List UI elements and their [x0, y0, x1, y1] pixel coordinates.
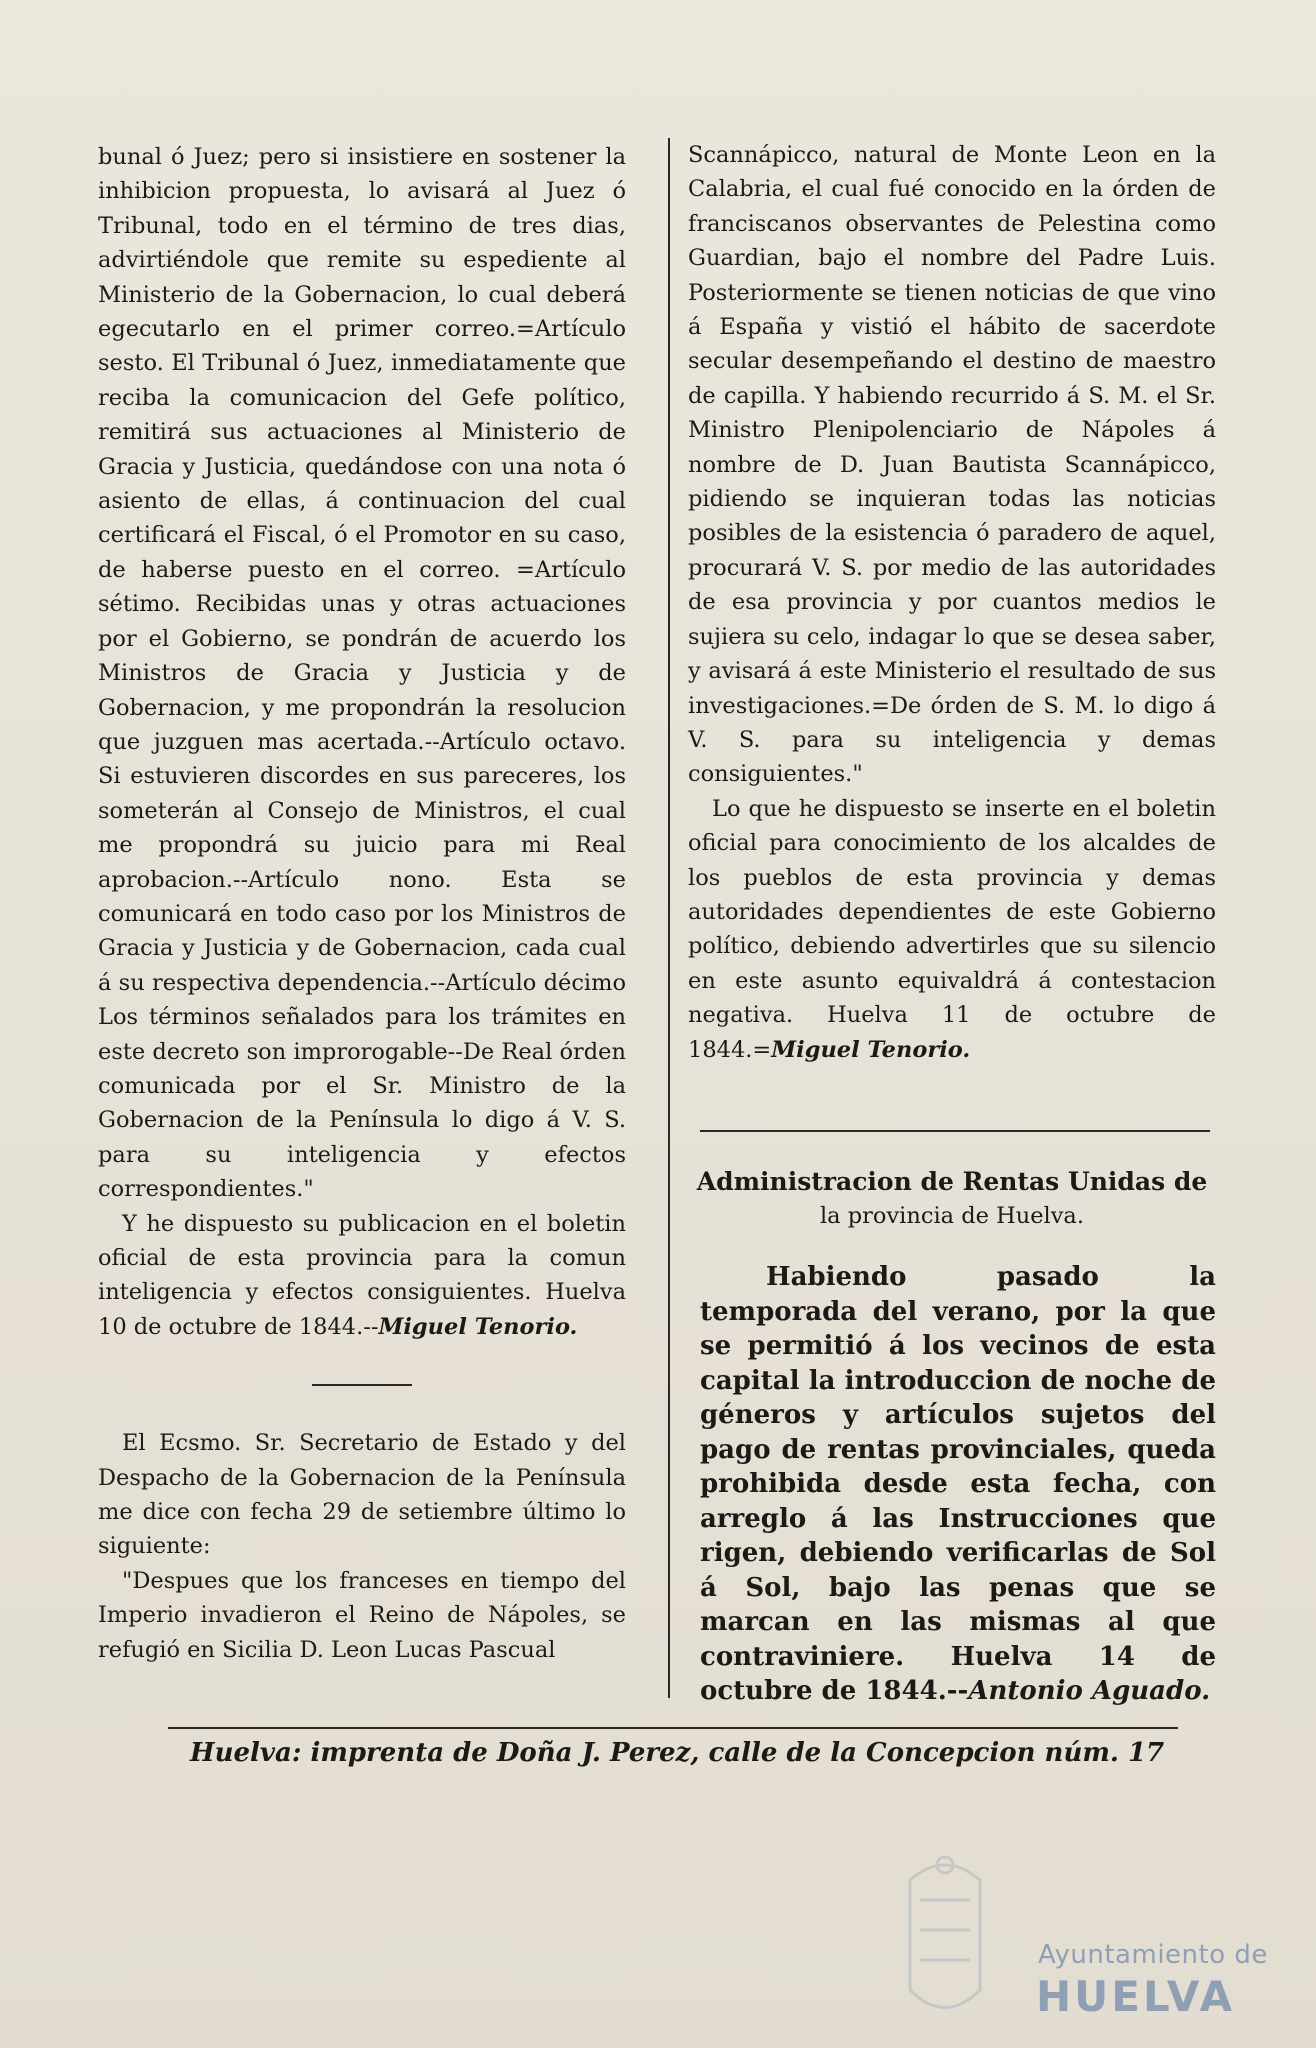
left-paragraph-despues: "Despues que los franceses en tiempo del Imperio invadieron el Reino de Nápoles, se refugió en Sicilia D. Leon Lucas Pascual	[98, 1567, 626, 1663]
right-section-divider	[700, 1130, 1210, 1132]
footer-imprint: Huelva: imprenta de Doña J. Perez, calle de la Concepcion núm. 17	[190, 1738, 1165, 1768]
admin-subheading: la provincia de Huelva.	[819, 1203, 1084, 1229]
right-paragraph-scannapicco: Scannápicco, natural de Monte Leon en la Calabria, el cual fué conocido en la órden de franciscanos observantes de Pelestina como Guardian, bajo el nombre del Padre Luis. Posteriormente se tienen noticias de que vino á España y vistió el hábito de sacerdote secular desempeñando el destino de maestro de capilla. Y habiendo recurrido á S. M. el Sr. Ministro Plenipolenciario de Nápoles á nombre de D. Juan Bautista Scannápicco, pidiendo se inquieran todas las noticias posibles de la esistencia ó paradero de aquel, procurará V. S. por medio de las autoridades de esa provincia y por cuantos medios le sujiera su celo, indagar lo que se desea saber, y avisará á este Ministerio el resultado de sus investigaciones.=De órden de S. M. lo digo á V. S. para su inteligencia y demas consiguientes."	[688, 142, 1216, 788]
left-column	[98, 140, 626, 1667]
column-divider	[668, 138, 670, 1698]
left-publication-text: Y he dispuesto su publicacion en el boletin oficial de esta provincia para la comun inteligencia y efectos consiguientes. Huelva 10 de octubre de 1844.--	[98, 1210, 626, 1340]
left-publication-signature: Miguel Tenorio.	[378, 1313, 578, 1340]
right-publication-text: Lo que he dispuesto se inserte en el boletin oficial para conocimiento de los alcaldes de los pueblos de esta provincia y demas autoridades dependientes de este Gobierno político, debiendo advertirles que su silencio en este asunto equivaldrá á contestacion negativa. Huelva 11 de octubre de 1844.=	[688, 795, 1216, 1063]
right-paragraph-publication	[688, 792, 1216, 1067]
watermark-line-2: HUELVA	[1036, 1972, 1236, 2021]
admin-notice	[700, 1260, 1216, 1709]
admin-notice-paragraph	[700, 1260, 1216, 1709]
footer-rule	[168, 1727, 1178, 1729]
right-publication-signature: Miguel Tenorio.	[771, 1036, 971, 1063]
admin-notice-signature: Antonio Aguado.	[968, 1676, 1211, 1706]
left-section-divider	[312, 1384, 412, 1386]
right-column	[688, 138, 1216, 1067]
admin-heading: Administracion de Rentas Unidas de	[696, 1167, 1208, 1196]
left-paragraph-ecsmo: El Ecsmo. Sr. Secretario de Estado y del Despacho de la Gobernacion de la Península me dice con fecha 29 de setiembre último lo siguiente:	[98, 1430, 626, 1560]
admin-notice-text: Habiendo pasado la temporada del verano, por la que se permitió á los vecinos de esta capital la introduccion de noche de géneros y artículos sujetos del pago de rentas provinciales, queda prohibida desde esta fecha, con arreglo á las Instrucciones que rigen, debiendo verificarlas de Sol á Sol, bajo las penas que se marcan en las mismas al que contraviniere. Huelva 14 de octubre de 1844.--	[700, 1262, 1216, 1706]
left-paragraph-decree: bunal ó Juez; pero si insistiere en sostener la inhibicion propuesta, lo avisará al Juez ó Tribunal, todo en el término de tres dias, advirtiéndole que remite su espediente al Ministerio de la Gobernacion, lo cual deberá egecutarlo en el primer correo.=Artículo sesto. El Tribunal ó Juez, inmediatamente que reciba la comunicacion del Gefe político, remitirá sus actuaciones al Ministerio de Gracia y Justicia, quedándose con una nota ó asiento de ellas, á continuacion del cual certificará el Fiscal, ó el Promotor en su caso, de haberse puesto en el correo. =Artículo sétimo. Recibidas unas y otras actuaciones por el Gobierno, se pondrán de acuerdo los Ministros de Gracia y Justicia y de Gobernacion, y me propondrán la resolucion que juzguen mas acertada.--Artículo octavo. Si estuvieren discordes en sus pareceres, los someterán al Consejo de Ministros, el cual me propondrá su juicio para mi Real aprobacion.--Artículo nono. Esta se comunicará en todo caso por los Ministros de Gracia y Justicia y de Gobernacion, cada cual á su respectiva dependencia.--Artículo décimo Los términos señalados para los trámites en este decreto son improrogable--De Real órden comunicada por el Sr. Ministro de la Gobernacion de la Península lo digo á V. S. para su inteligencia y efectos correspondientes."	[98, 144, 626, 1203]
watermark-line-1: Ayuntamiento de	[1038, 1940, 1268, 1970]
left-paragraph-publication	[98, 1207, 626, 1345]
